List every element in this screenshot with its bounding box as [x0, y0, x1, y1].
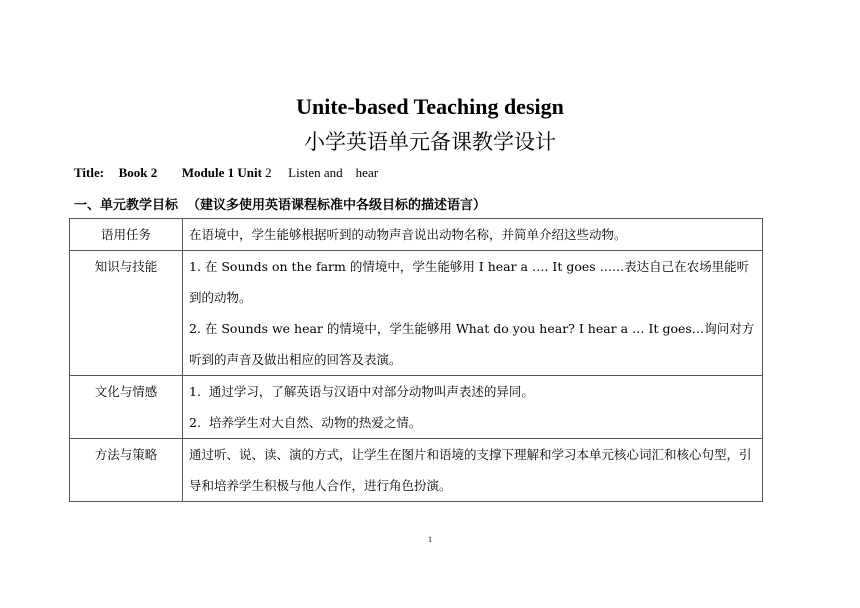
meta-title-label: Title: — [74, 165, 105, 180]
meta-lesson: Listen and hear — [288, 165, 379, 180]
table-row — [70, 219, 763, 251]
document-title-cn: 小学英语单元备课教学设计 — [304, 130, 556, 154]
meta-module-unit: Module 1 Unit — [181, 165, 262, 180]
table-row — [70, 251, 763, 376]
page-number: 1 — [428, 535, 432, 544]
goals-table — [69, 218, 763, 502]
row-label: 文化与情感 — [70, 376, 183, 439]
row-content — [183, 439, 763, 502]
row-content — [183, 376, 763, 439]
meta-book: Book 2 — [118, 165, 158, 180]
row-paragraph: 通过听、说、读、演的方式，让学生在图片和语境的支撑下理解和学习本单元核心词汇和核心句型，引导和培养学生积极与他人合作，进行角色扮演。 — [189, 447, 752, 493]
row-label: 语用任务 — [70, 219, 183, 251]
table-row — [70, 376, 763, 439]
row-paragraph: 2. 培养学生对大自然、动物的热爱之情。 — [189, 415, 422, 430]
row-label: 知识与技能 — [70, 251, 183, 376]
row-paragraph: 1. 通过学习，了解英语与汉语中对部分动物叫声表述的异同。 — [189, 384, 534, 399]
row-paragraph: 1. 在 Sounds on the farm 的情境中，学生能够用 I hear a …. It goes …...表达自己在农场里能听到的动物。 — [189, 259, 750, 305]
row-paragraph: 在语境中，学生能够根据听到的动物声音说出动物名称，并简单介绍这些动物。 — [189, 227, 627, 242]
row-content — [183, 219, 763, 251]
document-title-en: Unite-based Teaching design — [296, 94, 564, 119]
document-meta-line — [74, 165, 378, 181]
section-heading-goals: 一、单元教学目标 （建议多使用英语课程标准中各级目标的描述语言） — [74, 198, 487, 213]
table-row — [70, 439, 763, 502]
meta-unit-number: 2 — [265, 165, 272, 180]
row-label: 方法与策略 — [70, 439, 183, 502]
row-content — [183, 251, 763, 376]
row-paragraph: 2. 在 Sounds we hear 的情境中，学生能够用 What do you hear? I hear a … It goes…询问对方听到的声音及做出相应的回答及表演。 — [189, 321, 755, 367]
